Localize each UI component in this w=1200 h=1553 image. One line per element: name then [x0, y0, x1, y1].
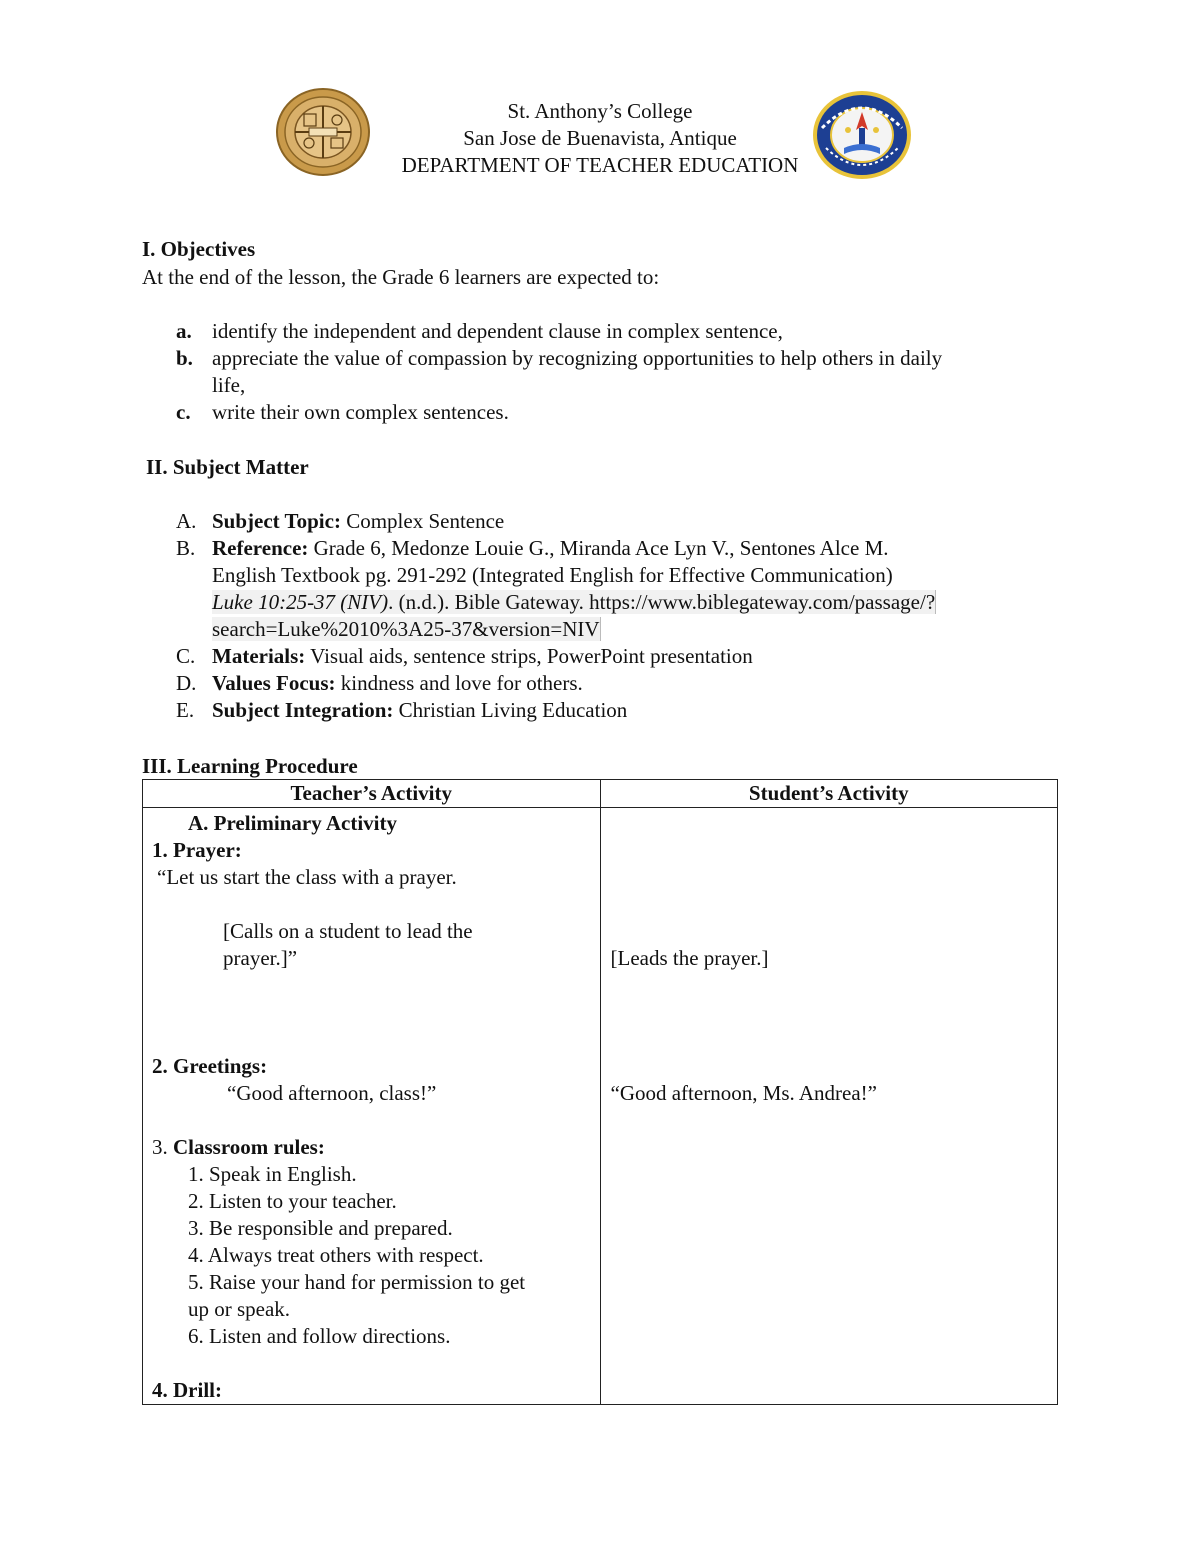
- reference-line-3: [212, 590, 936, 614]
- objective-item: [176, 318, 1056, 345]
- reference-bible-title: Luke 10:25-37 (NIV): [212, 590, 389, 614]
- subject-integration-value: Christian Living Education: [398, 698, 628, 722]
- reference-url-link[interactable]: search=Luke%2010%3A25-37&version=NIV: [212, 617, 600, 641]
- reference-line-1: Grade 6, Medonze Louie G., Miranda Ace Lyn V., Sentones Alce M.: [313, 536, 889, 560]
- objective-text: appreciate the value of compassion by recognizing opportunities to help others in daily: [212, 346, 943, 370]
- objective-marker: b.: [176, 346, 193, 370]
- greetings-line: “Good afternoon, class!”: [227, 1081, 437, 1105]
- objectives-title: I. Objectives: [142, 237, 256, 261]
- department-name: DEPARTMENT OF TEACHER EDUCATION: [401, 153, 799, 177]
- drill-heading: 4. Drill:: [152, 1378, 222, 1402]
- list-marker: E.: [176, 698, 195, 722]
- materials-label: Materials:: [212, 644, 306, 668]
- objective-item-continued: [176, 372, 1056, 399]
- college-location: San Jose de Buenavista, Antique: [463, 126, 737, 150]
- objective-marker: [176, 372, 212, 399]
- reference-bible-source: . (n.d.). Bible Gateway. https://www.biblegateway.com/passage/?: [388, 590, 936, 614]
- college-name: St. Anthony’s College: [507, 99, 693, 123]
- rule-item: 1. Speak in English.: [188, 1162, 357, 1186]
- subject-matter-list: [176, 508, 1056, 724]
- list-marker: C.: [176, 644, 196, 668]
- values-focus-row: [176, 670, 1056, 697]
- rule-item: 6. Listen and follow directions.: [188, 1324, 451, 1348]
- table-row: [143, 808, 1058, 1405]
- teacher-activity-cell: [143, 808, 601, 1405]
- objective-item: [176, 345, 1056, 372]
- table-header-row: [143, 780, 1058, 808]
- subject-topic-value: Complex Sentence: [346, 509, 505, 533]
- teacher-activity-header: Teacher’s Activity: [143, 780, 601, 808]
- classroom-rules-number: 3.: [152, 1135, 173, 1159]
- materials-value: Visual aids, sentence strips, PowerPoint presentation: [310, 644, 753, 668]
- objective-marker: a.: [176, 319, 192, 343]
- preliminary-activity-heading: A. Preliminary Activity: [188, 811, 397, 835]
- objectives-intro: At the end of the lesson, the Grade 6 learners are expected to:: [142, 265, 660, 289]
- objectives-list: [176, 318, 1056, 426]
- list-marker: A.: [176, 509, 197, 533]
- student-prayer-response: [Leads the prayer.]: [610, 946, 769, 970]
- rule-item-continued: up or speak.: [188, 1297, 291, 1321]
- prayer-heading: 1. Prayer:: [152, 838, 242, 862]
- document-header: [0, 98, 1200, 179]
- classroom-rules-label: Classroom rules:: [173, 1135, 325, 1159]
- prayer-instruction-2: prayer.]”: [223, 946, 298, 970]
- objective-text: write their own complex sentences.: [212, 400, 509, 424]
- rule-item: 3. Be responsible and prepared.: [188, 1216, 453, 1240]
- student-activity-cell: [600, 808, 1058, 1405]
- materials-row: [176, 643, 1056, 670]
- objective-text: identify the independent and dependent clause in complex sentence,: [212, 319, 783, 343]
- prayer-line: “Let us start the class with a prayer.: [157, 865, 457, 889]
- values-focus-value: kindness and love for others.: [340, 671, 583, 695]
- subject-topic-label: Subject Topic:: [212, 509, 341, 533]
- subject-integration-label: Subject Integration:: [212, 698, 394, 722]
- reference-label: Reference:: [212, 536, 309, 560]
- values-focus-label: Values Focus:: [212, 671, 336, 695]
- subject-integration-row: [176, 697, 1056, 724]
- list-marker: D.: [176, 671, 197, 695]
- learning-procedure-table: [142, 779, 1058, 1405]
- objective-marker: c.: [176, 400, 191, 424]
- student-activity-header: Student’s Activity: [600, 780, 1058, 808]
- rule-item: 4. Always treat others with respect.: [188, 1243, 484, 1267]
- objective-text: life,: [212, 373, 246, 397]
- objective-item: [176, 399, 1056, 426]
- prayer-instruction-1: [Calls on a student to lead the: [223, 919, 473, 943]
- greetings-heading: 2. Greetings:: [152, 1054, 268, 1078]
- list-marker: B.: [176, 536, 196, 560]
- learning-procedure-title: III. Learning Procedure: [142, 754, 358, 778]
- student-greeting-response: “Good afternoon, Ms. Andrea!”: [610, 1081, 877, 1105]
- subject-matter-title: II. Subject Matter: [146, 455, 309, 479]
- subject-topic-row: [176, 508, 1056, 535]
- rule-item: 5. Raise your hand for permission to get: [188, 1270, 526, 1294]
- reference-row: [176, 535, 1056, 643]
- reference-line-2: English Textbook pg. 291-292 (Integrated English for Effective Communication): [212, 563, 893, 587]
- rule-item: 2. Listen to your teacher.: [188, 1189, 397, 1213]
- classroom-rules-heading: [152, 1134, 325, 1161]
